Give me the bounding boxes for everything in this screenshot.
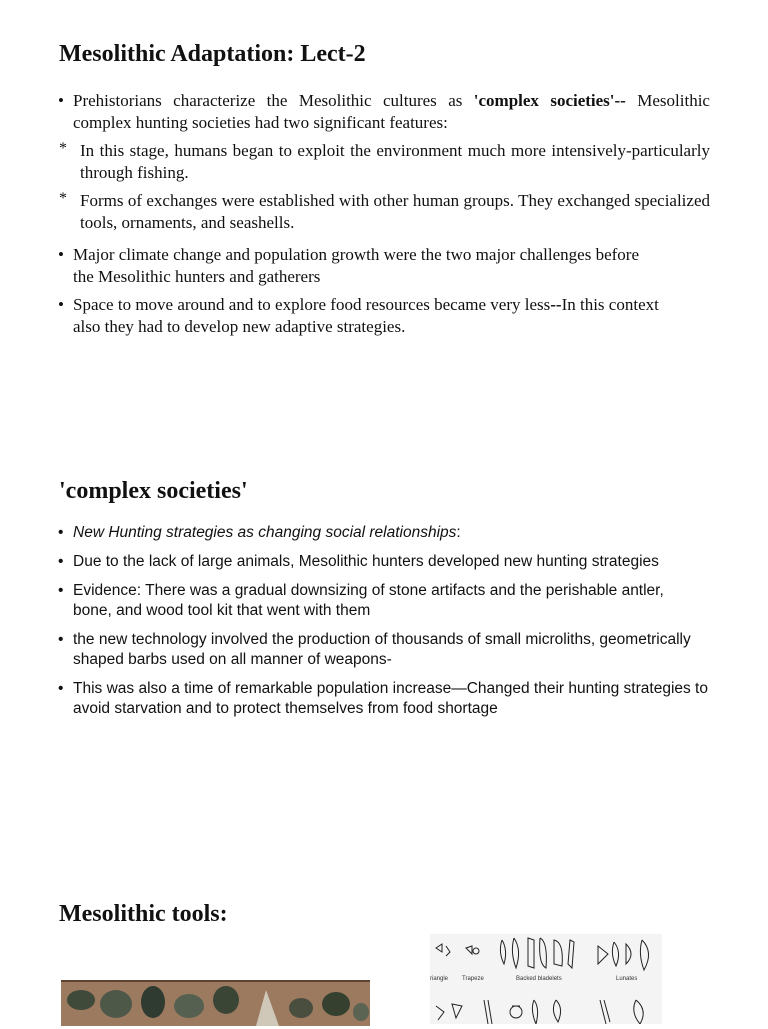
- list-item-text: Mesolithic complex hunting societies had two significant features:: [73, 91, 710, 132]
- list-item: [58, 244, 710, 288]
- list-item-text: Due to the lack of large animals, Mesolithic hunters developed new hunting strategies: [73, 553, 659, 570]
- list-item-text: Space to move around and to explore food resources became very less: [73, 295, 551, 314]
- list-item: [58, 140, 710, 184]
- section-title: Mesolithic tools:: [59, 901, 228, 927]
- stone-tools-illustration: [61, 982, 370, 1026]
- bullet-icon: •: [58, 553, 64, 570]
- list-item-bold: 'complex societies'--: [473, 91, 626, 110]
- section2-list: [58, 523, 710, 719]
- list-item-text: the new technology involved the production of thousands of small microliths, geometrically shaped barbs used on all manner of weapons-: [73, 631, 691, 668]
- list-item-text: Prehistorians characterize the Mesolithic cultures as: [73, 91, 474, 110]
- figure-label: riangle: [430, 976, 449, 982]
- list-item: [58, 552, 710, 572]
- asterisk-icon: *: [59, 190, 67, 207]
- figure-label: Lunates: [616, 976, 638, 982]
- list-item-text: Major climate change and population growth were the two major challenges before the Mesolithic hunters and gatherers: [73, 245, 639, 286]
- bullet-icon: •: [58, 295, 64, 314]
- bullet-icon: •: [58, 524, 64, 541]
- list-item: [58, 190, 710, 234]
- microliths-drawing: [430, 934, 662, 1024]
- list-item-text: Forms of exchanges were established with other human groups. They exchanged specialized tools, ornaments, and seashells.: [80, 191, 710, 232]
- section-title: 'complex societies': [59, 478, 248, 504]
- list-item: [58, 294, 710, 338]
- bullet-icon: •: [58, 582, 64, 599]
- figure-label: Trapeze: [462, 976, 484, 982]
- figure-label: Backed bladelets: [516, 976, 562, 982]
- list-item: [58, 90, 710, 134]
- page-title: Mesolithic Adaptation: Lect-2: [59, 41, 366, 67]
- list-item-text: In this context also they had to develop new adaptive strategies.: [73, 295, 659, 336]
- list-item: [58, 523, 710, 543]
- list-item: [58, 630, 710, 670]
- bullet-icon: •: [58, 91, 64, 110]
- stone-tools-photo: [61, 980, 370, 1026]
- list-item: [58, 581, 710, 621]
- bullet-icon: •: [58, 631, 64, 648]
- list-item-italic: New Hunting strategies as changing social relationships: [73, 524, 457, 541]
- list-item: [58, 679, 710, 719]
- list-item-text: In this stage, humans began to exploit the environment much more intensively-particularly through fishing.: [80, 141, 710, 182]
- asterisk-icon: *: [59, 140, 67, 157]
- bullet-icon: •: [58, 680, 64, 697]
- list-item-text: Evidence: There was a gradual downsizing of stone artifacts and the perishable antler, bone, and wood tool kit that went with them: [73, 582, 664, 619]
- list-item-text: This was also a time of remarkable population increase—Changed their hunting strategies to avoid starvation and to protect themselves from food shortage: [73, 680, 708, 717]
- bullet-icon: •: [58, 245, 64, 264]
- list-item-text: :: [456, 524, 461, 541]
- list-item-bold: --: [550, 295, 562, 314]
- section1-list: [58, 90, 710, 338]
